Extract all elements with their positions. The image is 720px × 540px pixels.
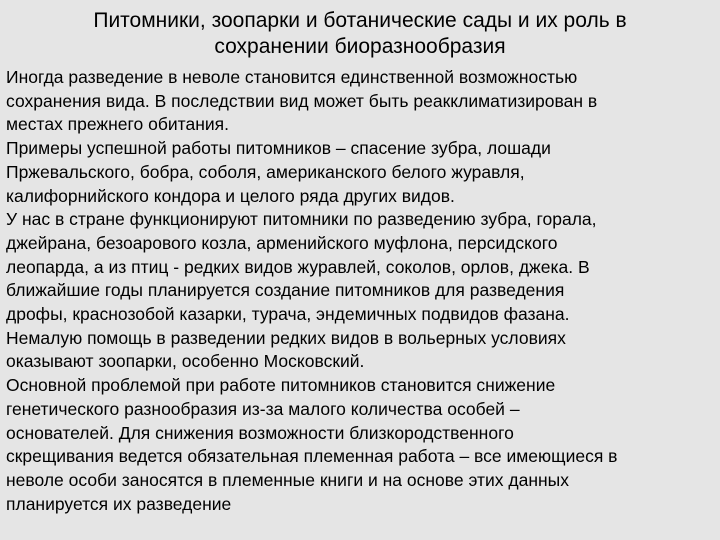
body-line: генетического разнообразия из-за малого количества особей – [6, 398, 520, 419]
body-line: ближайшие годы планируется создание питомников для разведения [6, 280, 565, 301]
title-line: сохранении биоразнообразия [214, 35, 506, 58]
body-line: сохранения вида. В последствии вид может быть реакклиматизирован в [6, 90, 598, 111]
body-line: джейрана, безоарового козла, арменийского муфлона, персидского [6, 232, 558, 253]
body-line: скрещивания ведется обязательная племенная работа – все имеющиеся в [6, 446, 618, 467]
title-line: Питомники, зоопарки и ботанические сады и их роль в [93, 9, 627, 32]
body-line: оказывают зоопарки, особенно Московский. [6, 351, 365, 372]
body-line: леопарда, а из птиц - редких видов журавлей, соколов, орлов, джека. В [6, 256, 590, 277]
body-line: местах прежнего обитания. [6, 114, 229, 135]
body-line: Пржевальского, бобра, соболя, американского белого журавля, [6, 161, 525, 182]
body-line: У нас в стране функционируют питомники по разведению зубра, горала, [6, 209, 597, 230]
body-line: дрофы, краснозобой казарки, турача, эндемичных подвидов фазана. [6, 304, 570, 325]
body-line: планируется их разведение [6, 493, 232, 514]
body-line: Иногда разведение в неволе становится единственной возможностью [6, 67, 578, 87]
slide-body [6, 66, 718, 516]
body-line: Основной проблемой при работе питомников становится снижение [6, 375, 556, 396]
body-line: Примеры успешной работы питомников – спасение зубра, лошади [6, 138, 551, 159]
slide-title [40, 8, 680, 60]
body-line: неволе особи заносятся в племенные книги и на основе этих данных [6, 469, 569, 490]
body-line: основателей. Для снижения возможности близкородственного [6, 422, 514, 443]
body-line: Немалую помощь в разведении редких видов в вольерных условиях [6, 327, 566, 348]
body-line: калифорнийского кондора и целого ряда других видов. [6, 185, 455, 206]
